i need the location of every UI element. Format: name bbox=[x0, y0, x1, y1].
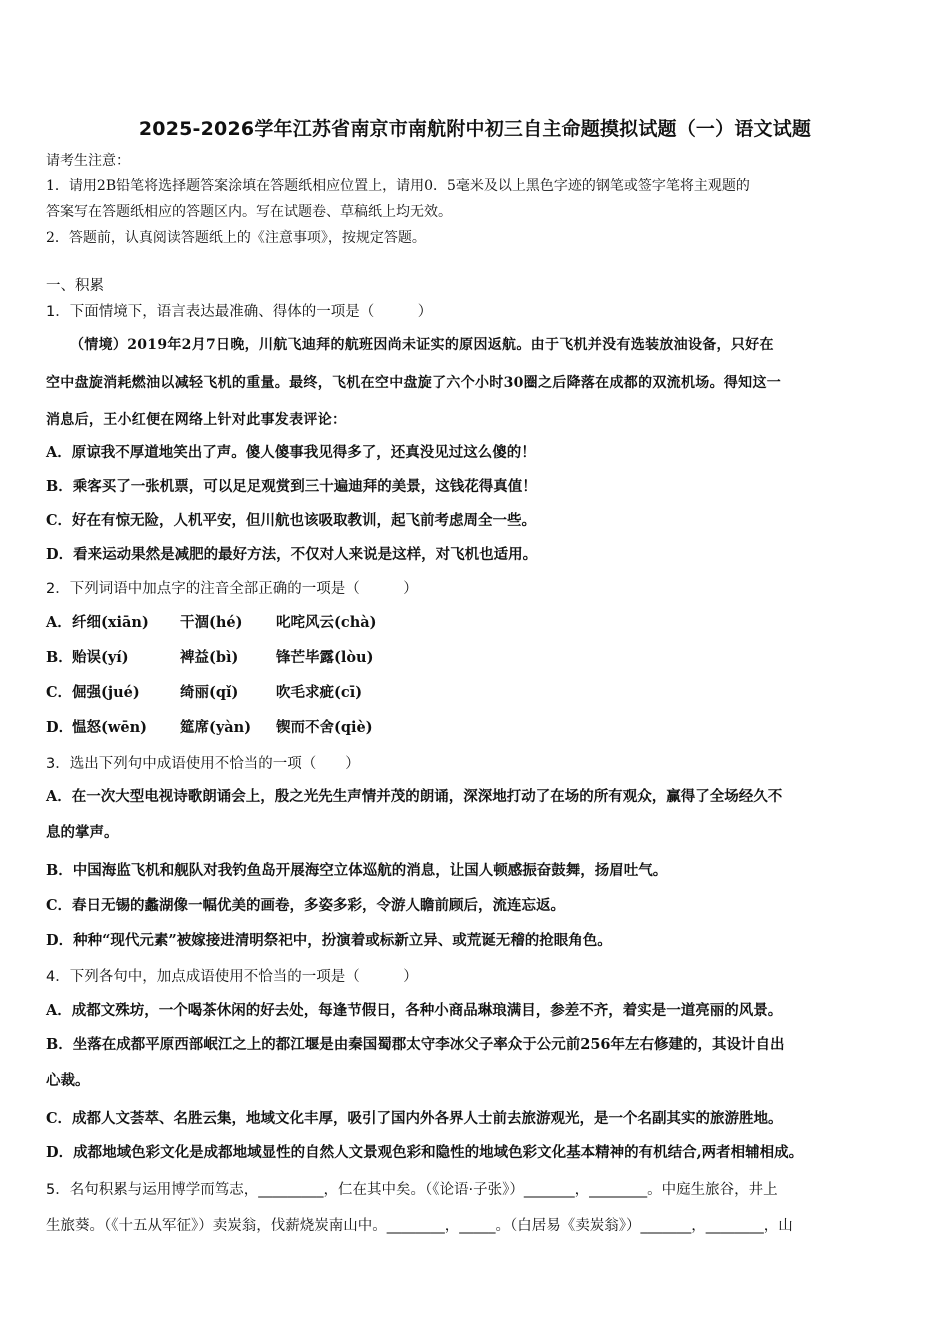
q1-context-line-2: 空中盘旋消耗燃油以减轻飞机的重量。最终，飞机在空中盘旋了六个小时30圈之后降落在成都的双流机场。得知这一 bbox=[46, 375, 782, 391]
q3-option-d: D．种种“现代元素”被嫁接进清明祭祀中，扮演着或标新立异、或荒诞无稽的抢眼角色。 bbox=[46, 932, 612, 949]
q1-option-a: A．原谅我不厚道地笑出了声。傻人傻事我见得多了，还真没见过这么傻的！ bbox=[46, 444, 536, 461]
word-1: 贻误(yí) bbox=[72, 649, 129, 666]
q3-stem: 3．选出下列句中成语使用不恰当的一项（ ） bbox=[46, 756, 360, 772]
option-key: D． bbox=[46, 719, 74, 736]
q1-option-c: C．好在有惊无险，人机平安，但川航也该吸取教训，起飞前考虑周全一些。 bbox=[46, 512, 537, 529]
q2-option-d bbox=[46, 718, 908, 738]
q4-option-b-line-1: B．坐落在成都平原西部岷江之上的都江堰是由秦国蜀郡太守李冰父子率众于公元前256年左右修建的，其设计自出 bbox=[46, 1036, 785, 1053]
page-title: 2025-2026学年江苏省南京市南航附中初三自主命题摸拟试题（一）语文试题 bbox=[138, 118, 812, 140]
q4-option-a: A．成都文殊坊，一个喝茶休闲的好去处，每逢节假日，各种小商品琳琅满目，参差不齐，着实是一道亮丽的风景。 bbox=[46, 1002, 783, 1019]
q1-context-line-3: 消息后，王小红便在网络上针对此事发表评论： bbox=[46, 412, 347, 428]
q4-stem: 4．下列各句中，加点成语使用不恰当的一项是（ ） bbox=[46, 969, 418, 985]
word-3: 锲而不舍(qiè) bbox=[276, 719, 373, 736]
q1-option-b: B．乘客买了一张机票，可以足足观赏到三十遍迪拜的美景，这钱花得真值！ bbox=[46, 478, 537, 495]
notice-item-1-line-1: 1．请用2B铅笔将选择题答案涂填在答题纸相应位置上，请用0．5毫米及以上黑色字迹的钢笔或签字笔将主观题的 bbox=[46, 178, 750, 194]
q5-line-2: 生旅葵。（《十五从军征》）卖炭翁，伐薪烧炭南山中。________，_____。（白居易《卖炭翁》）_______，________，山 bbox=[46, 1218, 793, 1234]
q1-stem: 1．下面情境下，语言表达最准确、得体的一项是（ ） bbox=[46, 304, 433, 320]
q2-option-a bbox=[46, 613, 908, 633]
notice-heading: 请考生注意： bbox=[46, 153, 130, 169]
section-heading: 一、积累 bbox=[46, 278, 104, 294]
q1-option-d: D．看来运动果然是减肥的最好方法，不仅对人来说是这样，对飞机也适用。 bbox=[46, 546, 538, 563]
q4-option-c: C．成都人文荟萃、名胜云集，地域文化丰厚，吸引了国内外各界人士前去旅游观光，是一个名副其实的旅游胜地。 bbox=[46, 1110, 783, 1127]
q4-option-b-line-2: 心裁。 bbox=[46, 1072, 90, 1089]
word-1: 倔强(jué) bbox=[72, 684, 140, 701]
q3-option-a-line-2: 息的掌声。 bbox=[46, 824, 119, 841]
word-2: 干涸(hé) bbox=[180, 614, 243, 631]
notice-item-2: 2．答题前，认真阅读答题纸上的《注意事项》，按规定答题。 bbox=[46, 230, 426, 246]
q4-option-d: D．成都地域色彩文化是成都地域显性的自然人文景观色彩和隐性的地域色彩文化基本精神的有机结合,两者相辅相成。 bbox=[46, 1144, 804, 1161]
q1-context-line-1: （情境）2019年2月7日晚，川航飞迪拜的航班因尚未证实的原因返航。由于飞机并没有选装放油设备，只好在 bbox=[70, 337, 774, 353]
word-3: 叱咤风云(chà) bbox=[276, 614, 377, 631]
q3-option-c: C．春日无锡的蠡湖像一幅优美的画卷，多姿多彩，令游人瞻前顾后，流连忘返。 bbox=[46, 897, 566, 914]
q2-option-c bbox=[46, 683, 908, 703]
word-2: 裨益(bì) bbox=[180, 649, 239, 666]
word-3: 吹毛求疵(cī) bbox=[276, 684, 363, 701]
notice-item-1-line-2: 答案写在答题纸相应的答题区内。写在试题卷、草稿纸上均无效。 bbox=[46, 204, 452, 220]
word-2: 绮丽(qǐ) bbox=[180, 684, 239, 701]
word-3: 锋芒毕露(lòu) bbox=[276, 649, 374, 666]
q3-option-b: B．中国海监飞机和舰队对我钓鱼岛开展海空立体巡航的消息，让国人顿感振奋鼓舞，扬眉吐气。 bbox=[46, 862, 668, 879]
option-key: C． bbox=[46, 684, 73, 701]
word-1: 纤细(xiān) bbox=[72, 614, 149, 631]
q2-stem: 2．下列词语中加点字的注音全部正确的一项是（ ） bbox=[46, 581, 418, 597]
word-2: 筵席(yàn) bbox=[180, 719, 252, 736]
q3-option-a-line-1: A．在一次大型电视诗歌朗诵会上，殷之光先生声情并茂的朗诵，深深地打动了在场的所有观众，赢得了全场经久不 bbox=[46, 788, 783, 805]
option-key: B． bbox=[46, 649, 73, 666]
word-1: 愠怒(wēn) bbox=[72, 719, 147, 736]
option-key: A． bbox=[46, 614, 72, 631]
q2-option-b bbox=[46, 648, 908, 668]
q5-line-1: 5．名句积累与运用博学而笃志，_________，仁在其中矣。（《论语·子张》）_______，________。中庭生旅谷，井上 bbox=[46, 1182, 778, 1198]
